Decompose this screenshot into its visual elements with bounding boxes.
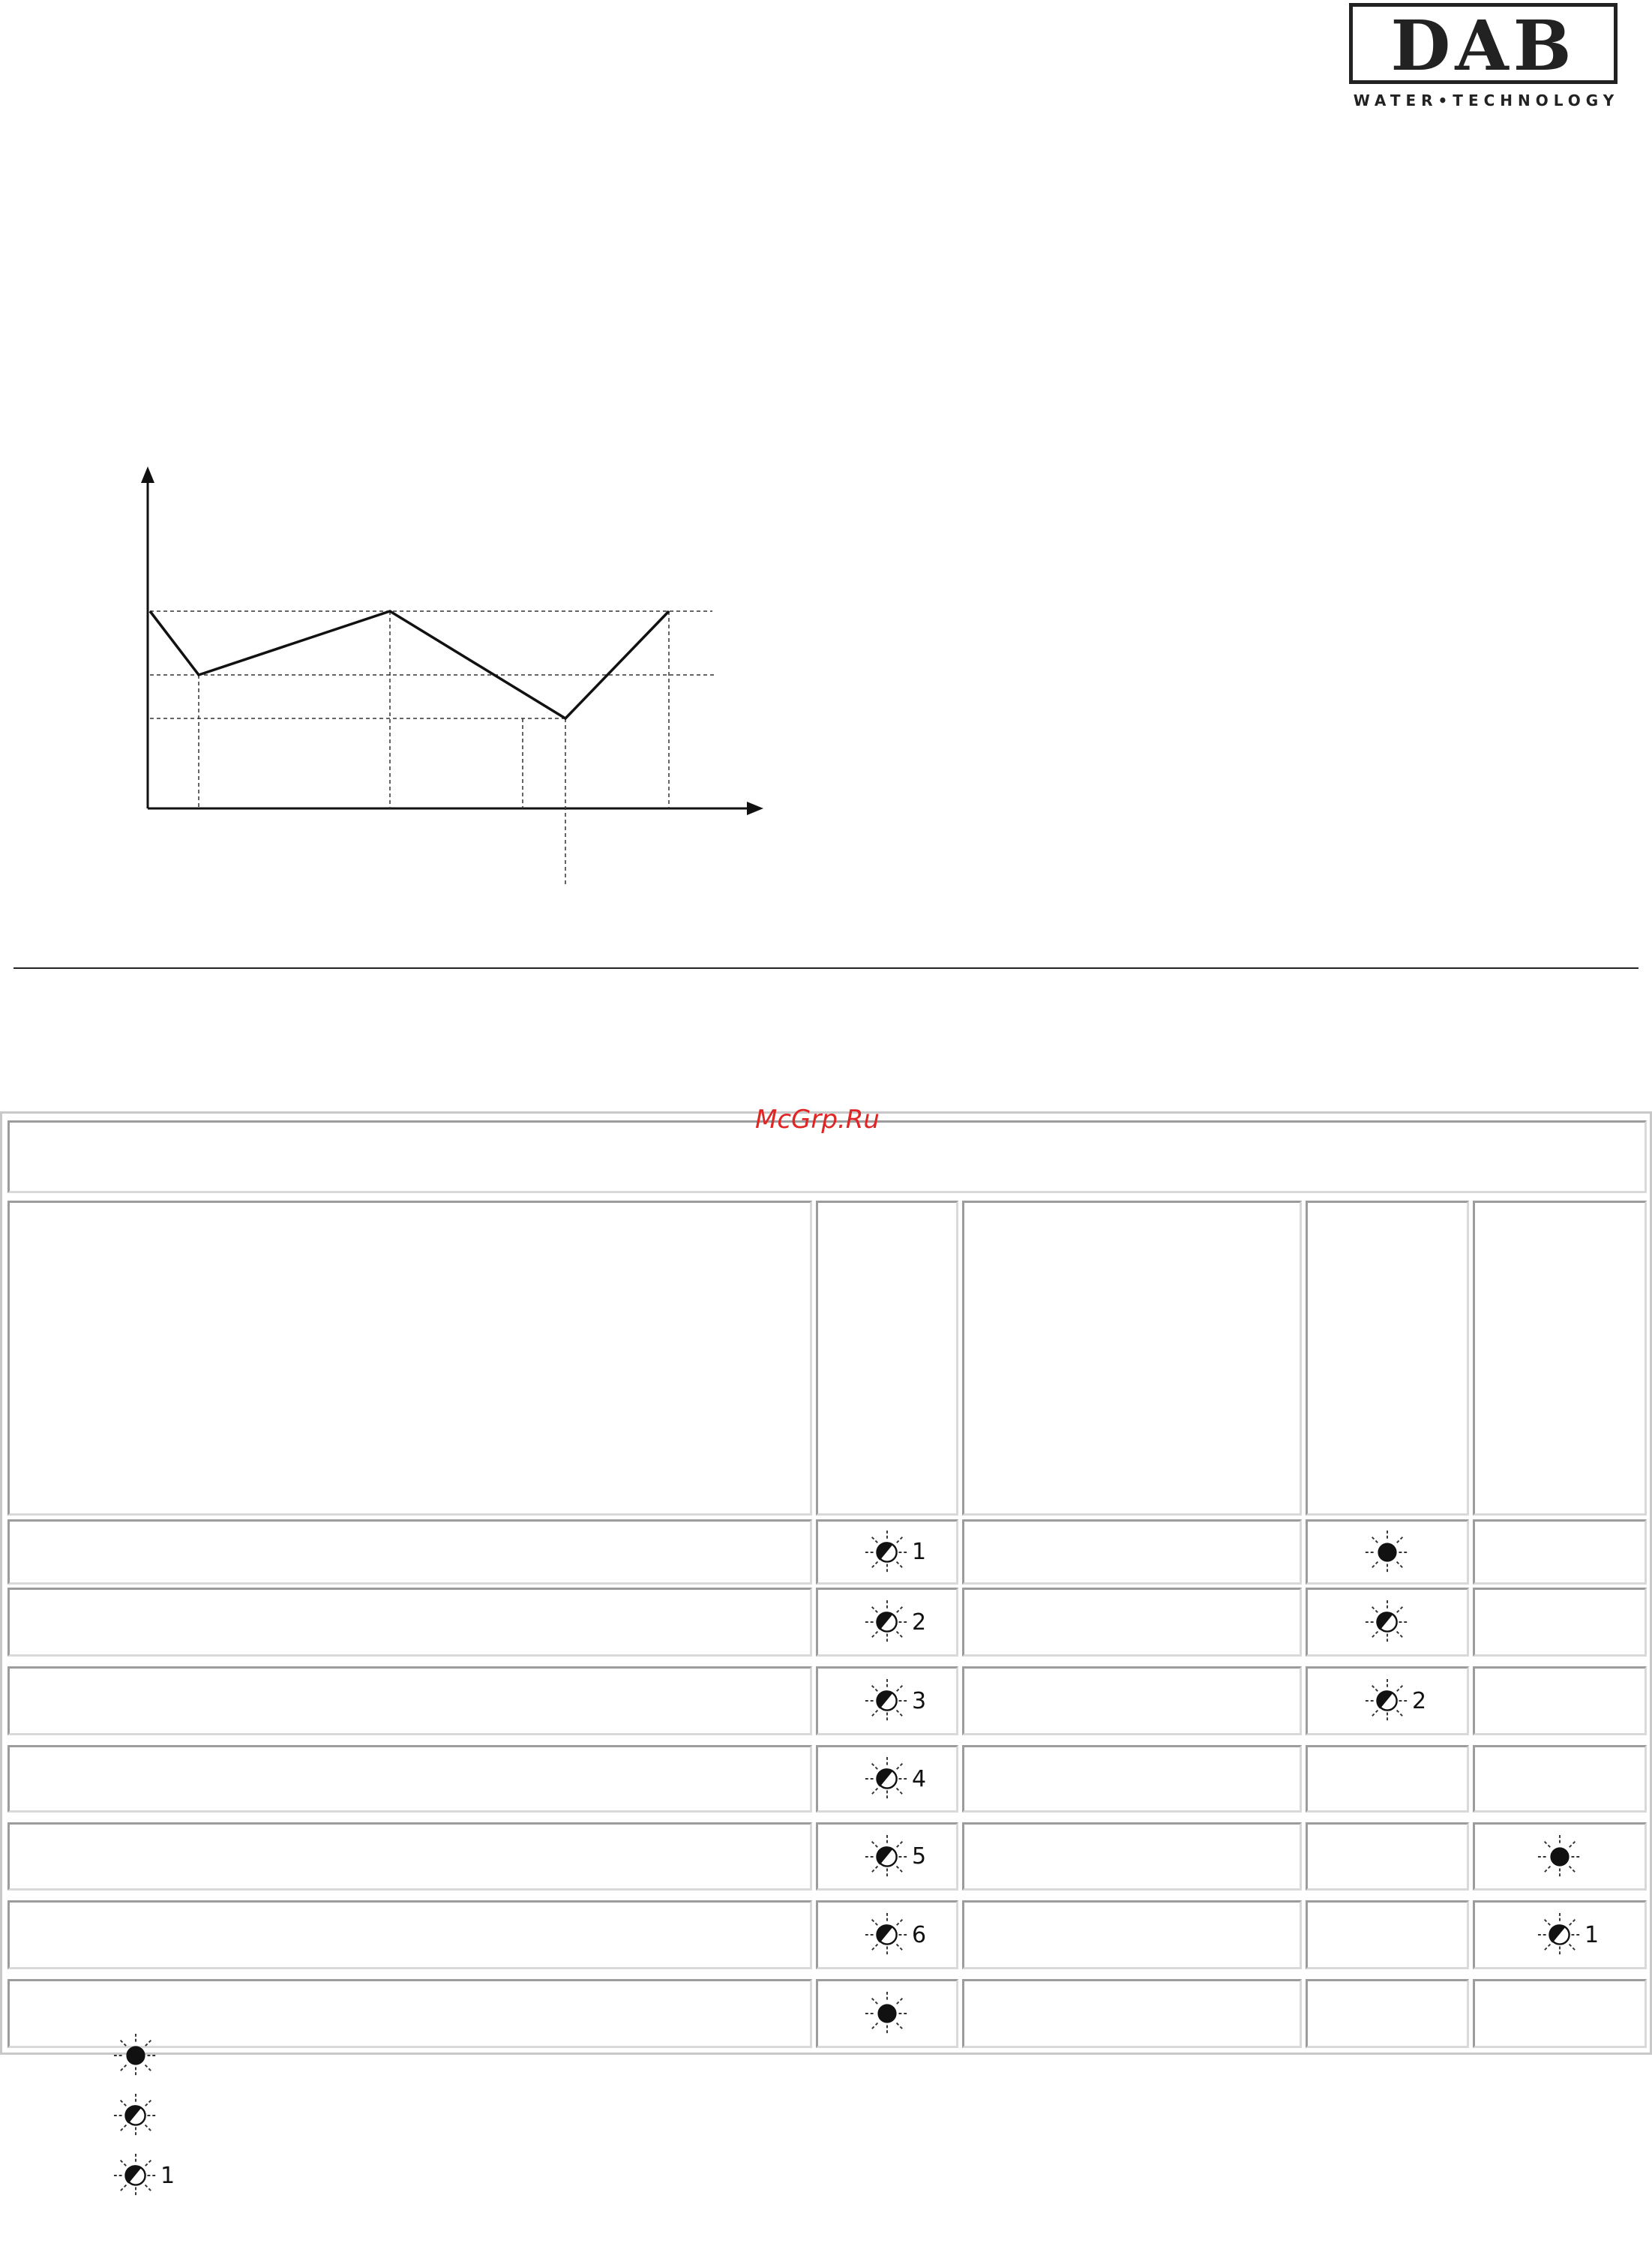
- led-indicator: [1364, 1599, 1411, 1645]
- led-indicator: [864, 1912, 926, 1958]
- led-blinking-icon: [1364, 1678, 1411, 1724]
- led-on-icon: [112, 2032, 159, 2079]
- watermark: McGrp.Ru: [755, 1105, 880, 1135]
- led-blinking-icon: [864, 1678, 910, 1724]
- led-on-icon: [1537, 1834, 1583, 1880]
- table-row-3-cell-1: [7, 1666, 812, 1735]
- led-status-table: [0, 1111, 1652, 2055]
- led-blink-count: 1: [912, 1539, 927, 1565]
- led-blink-count: 3: [912, 1687, 927, 1714]
- table-row-7-cell-2: [816, 1979, 958, 2048]
- table-row-1-cell-4: [1306, 1519, 1469, 1585]
- table-row-7-cell-5: [1473, 1979, 1647, 2048]
- table-row-2-cell-2: [816, 1588, 958, 1657]
- table-row-2-cell-4: [1306, 1588, 1469, 1657]
- led-indicator: [864, 1678, 926, 1724]
- table-header-cell-3: [962, 1201, 1302, 1516]
- table-row-5-cell-2: [816, 1822, 958, 1891]
- led-blink-count: 2: [912, 1609, 927, 1636]
- legend-item: [112, 2152, 175, 2199]
- table-row-1-cell-3: [962, 1519, 1302, 1585]
- legend-led: [112, 2152, 175, 2199]
- table-row-4-cell-4: [1306, 1745, 1469, 1813]
- led-blinking-icon: [112, 2092, 159, 2139]
- table-row-5-cell-1: [7, 1822, 812, 1891]
- table-row-6-cell-5: [1473, 1900, 1647, 1969]
- led-blink-count: 5: [912, 1843, 927, 1870]
- pressure-diagram: [0, 450, 780, 900]
- table-row-7-cell-4: [1306, 1979, 1469, 2048]
- led-indicator: [864, 1599, 926, 1645]
- table-row-5-cell-3: [962, 1822, 1302, 1891]
- table-row-6-cell-1: [7, 1900, 812, 1969]
- led-on-icon: [1364, 1529, 1411, 1576]
- table-row-4-cell-3: [962, 1745, 1302, 1813]
- led-blinking-icon: [864, 1529, 910, 1576]
- table-row-4-cell-2: [816, 1745, 958, 1813]
- led-blink-count: 6: [912, 1921, 927, 1948]
- table-row-2-cell-3: [962, 1588, 1302, 1657]
- table-row-3-cell-4: [1306, 1666, 1469, 1735]
- logo-brand: DAB: [1390, 5, 1576, 86]
- led-on-icon: [864, 1990, 910, 2037]
- table-row-1-cell-1: [7, 1519, 812, 1585]
- table-row-5-cell-4: [1306, 1822, 1469, 1891]
- table-row-6-cell-3: [962, 1900, 1302, 1969]
- table-row-1-cell-2: [816, 1519, 958, 1585]
- table-row-3-cell-5: [1473, 1666, 1647, 1735]
- led-blink-count: 1: [1585, 1921, 1600, 1948]
- led-blinking-icon: [1537, 1912, 1583, 1958]
- table-row-6-cell-2: [816, 1900, 958, 1969]
- table-row-7-cell-3: [962, 1979, 1302, 2048]
- led-blink-count: 4: [912, 1765, 927, 1792]
- table-header-cell-5: [1473, 1201, 1647, 1516]
- led-blink-count: 2: [1412, 1687, 1427, 1714]
- led-blinking-icon: [864, 1756, 910, 1802]
- logo-tagline: WATER•TECHNOLOGY: [1353, 91, 1620, 109]
- table-row-5-cell-5: [1473, 1822, 1647, 1891]
- legend-led: [112, 2032, 159, 2079]
- dab-logo: [1346, 3, 1627, 112]
- table-row-3-cell-2: [816, 1666, 958, 1735]
- led-indicator: [1364, 1529, 1411, 1576]
- table-header-cell-2: [816, 1201, 958, 1516]
- table-row-2-cell-1: [7, 1588, 812, 1657]
- led-indicator: [1537, 1912, 1599, 1958]
- x-axis-arrow: [747, 802, 763, 815]
- led-indicator: [864, 1756, 926, 1802]
- led-blinking-icon: [112, 2152, 159, 2199]
- led-blink-count: 1: [160, 2162, 175, 2189]
- led-blinking-icon: [864, 1912, 910, 1958]
- led-indicator: [1537, 1834, 1583, 1880]
- led-indicator: [864, 1529, 926, 1576]
- pressure-curve: [150, 611, 669, 718]
- legend-led: [112, 2092, 159, 2139]
- table-header-cell-1: [7, 1201, 812, 1516]
- led-blinking-icon: [1364, 1599, 1411, 1645]
- table-row-2-cell-5: [1473, 1588, 1647, 1657]
- table-row-6-cell-4: [1306, 1900, 1469, 1969]
- led-indicator: [864, 1834, 926, 1880]
- section-divider: [13, 967, 1639, 969]
- logo-frame: [1349, 3, 1618, 84]
- led-blinking-icon: [864, 1599, 910, 1645]
- legend-item: [112, 2032, 159, 2079]
- led-blinking-icon: [864, 1834, 910, 1880]
- legend-item: [112, 2092, 159, 2139]
- y-axis-arrow: [141, 466, 154, 483]
- table-row-4-cell-1: [7, 1745, 812, 1813]
- table-row-3-cell-3: [962, 1666, 1302, 1735]
- table-header-cell-4: [1306, 1201, 1469, 1516]
- table-row-4-cell-5: [1473, 1745, 1647, 1813]
- led-indicator: [1364, 1678, 1426, 1724]
- led-indicator: [864, 1990, 910, 2037]
- table-row-1-cell-5: [1473, 1519, 1647, 1585]
